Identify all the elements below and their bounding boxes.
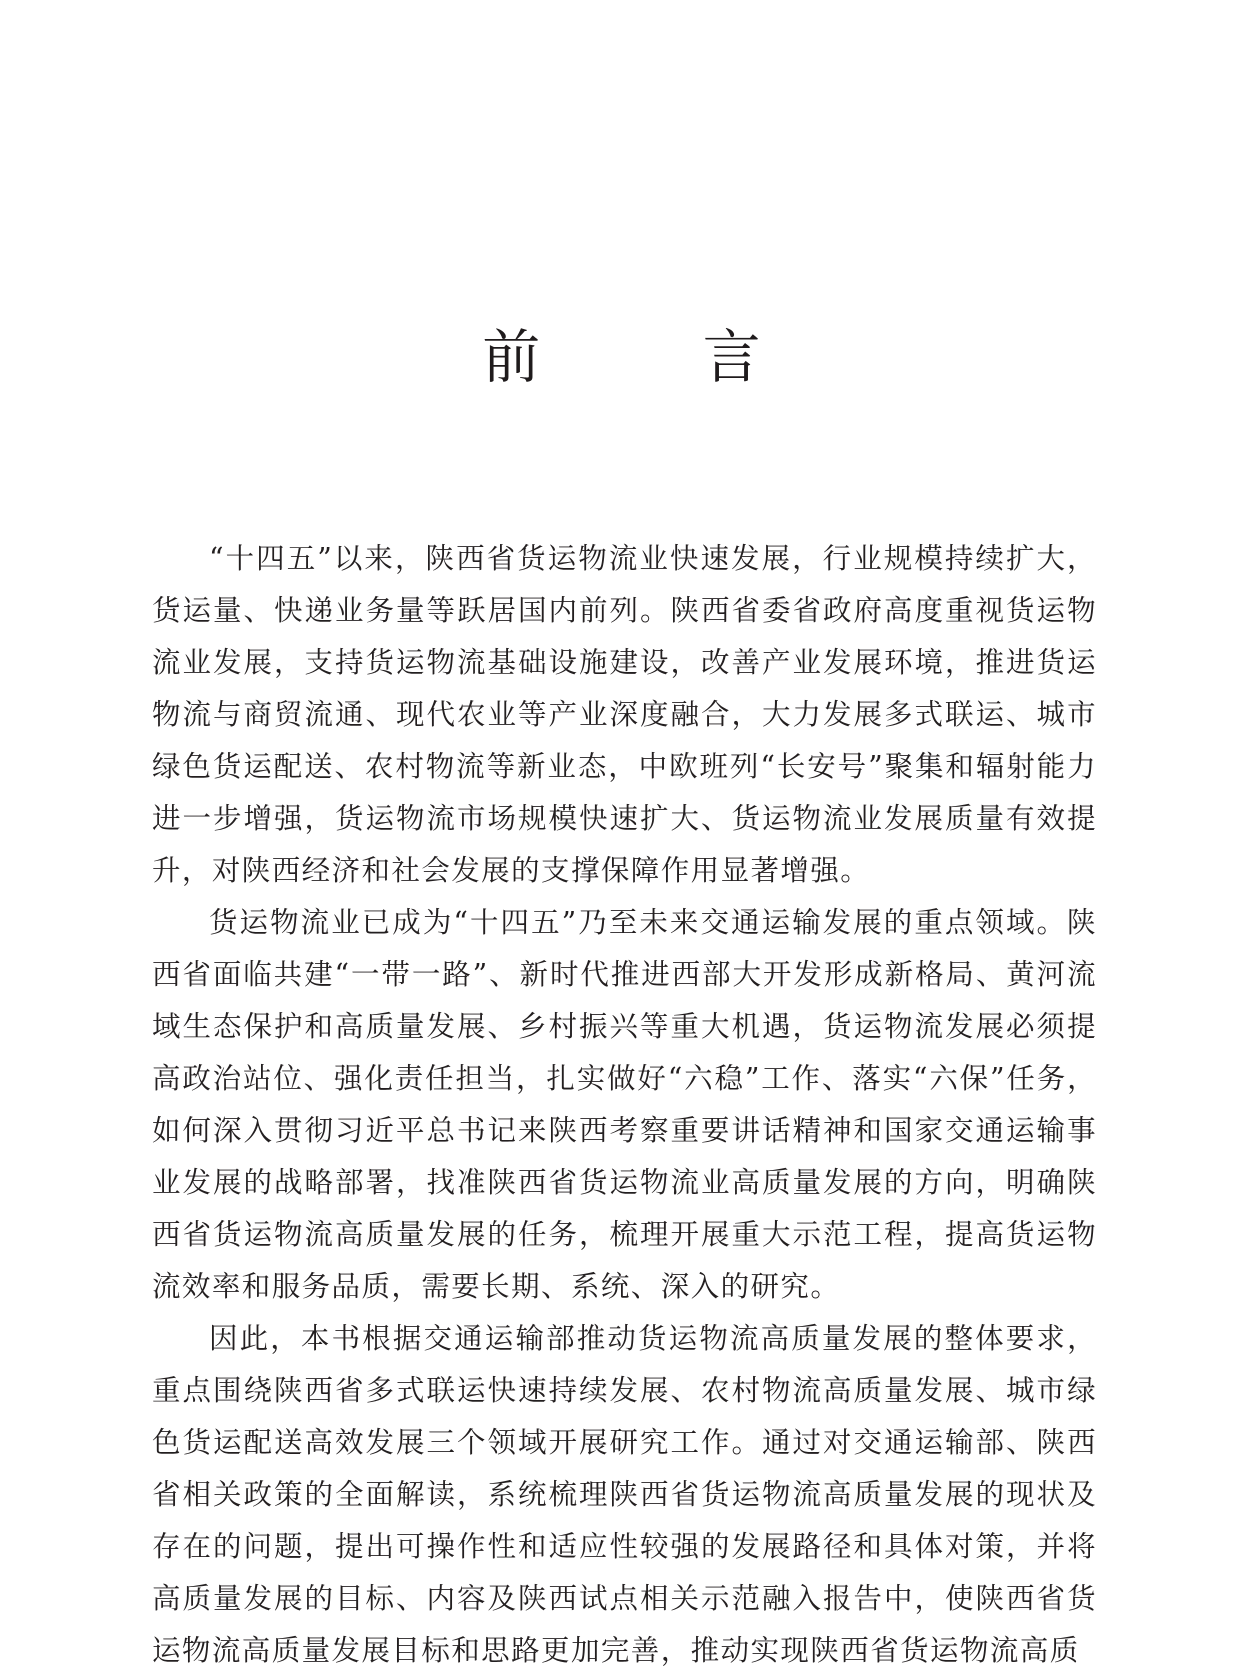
page-title: 前 言 [482, 322, 813, 391]
paragraph-3: 因此，本书根据交通运输部推动货运物流高质量发展的整体要求，重点围绕陕西省多式联运快速持续发展、农村物流高质量发展、城市绿色货运配送高效发展三个领域开展研究工作。通过对交通运输部、陕西省相关政策的全面解读，系统梳理陕西省货运物流高质量发展的现状及存在的问题，提出可操作性和适应性较强的发展路径和具体对策，并将高质量发展的目标、内容及陕西试点相关示范融入报告中，使陕西省货运物流高质量发展目标和思路更加完善，推动实现陕西省货运物流高质 [152, 1322, 1097, 1667]
paragraph-2: 货运物流业已成为“十四五”乃至未来交通运输发展的重点领域。陕西省面临共建“一带一路”、新时代推进西部大开发形成新格局、黄河流域生态保护和高质量发展、乡村振兴等重大机遇，货运物流发展必须提高政治站位、强化责任担当，扎实做好“六稳”工作、落实“六保”任务，如何深入贯彻习近平总书记来陕西考察重要讲话精神和国家交通运输事业发展的战略部署，找准陕西省货运物流业高质量发展的方向，明确陕西省货运物流高质量发展的任务，梳理开展重大示范工程，提高货运物流效率和服务品质，需要长期、系统、深入的研究。 [152, 906, 1097, 1303]
paragraph-1: “十四五”以来，陕西省货运物流业快速发展，行业规模持续扩大，货运量、快递业务量等跃居国内前列。陕西省委省政府高度重视货运物流业发展，支持货运物流基础设施建设，改善产业发展环境，推进货运物流与商贸流通、现代农业等产业深度融合，大力发展多式联运、城市绿色货运配送、农村物流等新业态，中欧班列“长安号”聚集和辐射能力进一步增强，货运物流市场规模快速扩大、货运物流业发展质量有效提升，对陕西经济和社会发展的支撑保障作用显著增强。 [152, 542, 1097, 887]
preface-body [152, 533, 1097, 1677]
